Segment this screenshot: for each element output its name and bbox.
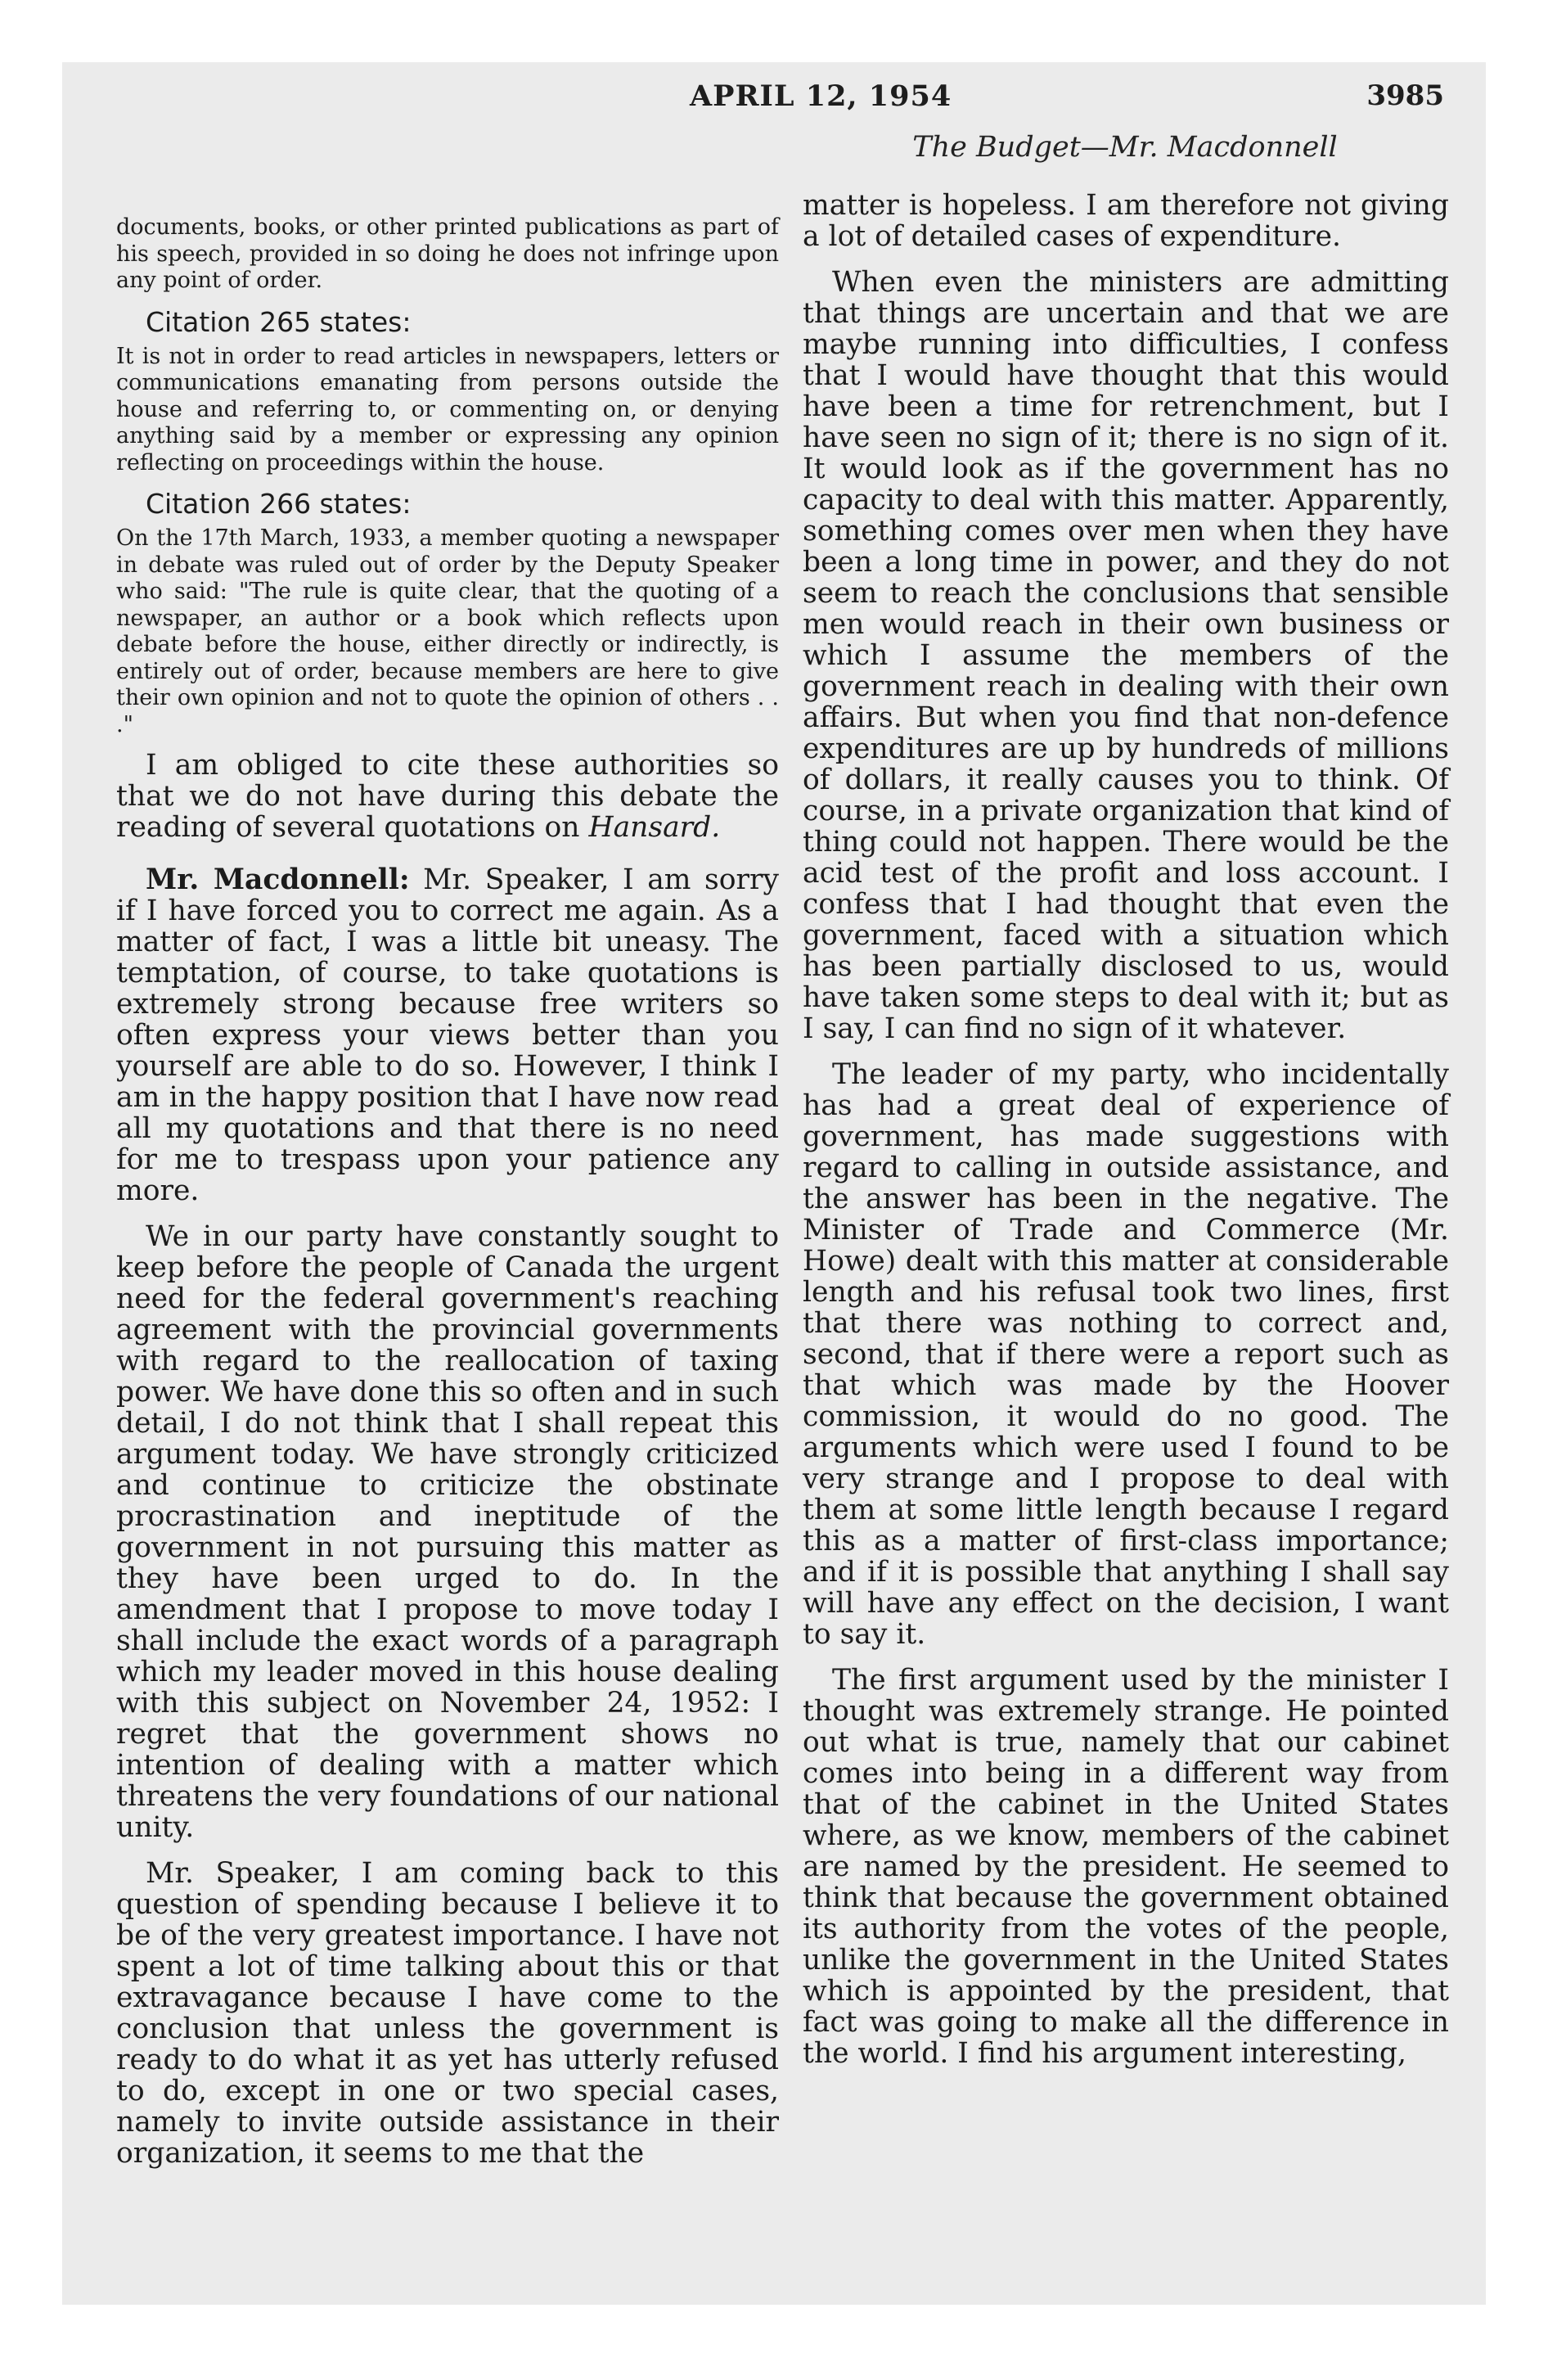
page-header (618, 79, 1444, 125)
speaker-name: Mr. Macdonnell: (146, 863, 410, 896)
citation-265-heading: Citation 265 states: (146, 305, 412, 338)
paragraph-macdonnell (116, 864, 779, 1206)
paragraph-macdonnell-text: Mr. Speaker, I am sorry if I have forced you to correct me again. As a matter of fact, I was a little bit uneasy. The temptation, of course, to take quotations is extremely strong because free writers so often express your views better than you yourself are able to do so. However, I think I am in the happy position that I have now read all my quotations and that there is no need for me to trespass upon your patience any more. (116, 863, 779, 1207)
hansard-italic: Hansard. (588, 811, 721, 844)
citation-265-quote: It is not in order to read articles in newspapers, letters or communications emanating from persons outside the house and referring to, or commenting on, or denying anything said by a member or expressing any opinion reflecting on proceedings within the house. (116, 343, 779, 476)
paragraph-retrenchment: When even the ministers are admitting that things are uncertain and that we are maybe running into difficulties, I confess that I would have thought that this would have been a time for retrenchment, but I have seen no sign of it; there is no sign of it. It would look as if the government has no capacity to deal with this matter. Apparently, something comes over men when they have been a long time in power, and they do not seem to reach the conclusions that sensible men would reach in their own business or which I assume the members of the government reach in dealing with their own affairs. But when you find that non-defence expenditures are up by hundreds of millions of dollars, it really causes you to think. Of course, in a private organization that kind of thing could not happen. There would be the acid test of the profit and loss account. I confess that I had thought that even the government, faced with a situation which has been partially disclosed to us, would have taken some steps to deal with it; but as I say, I can find no sign of it whatever. (803, 266, 1449, 1045)
running-subtitle: The Budget—Mr. Macdonnell (912, 131, 1338, 164)
paragraph-hopeless: matter is hopeless. I am therefore not giving a lot of detailed cases of expenditure. (803, 189, 1449, 253)
citation-266-quote: On the 17th March, 1933, a member quoting a newspaper in debate was ruled out of order by the Deputy Speaker who said: "The rule is quite clear, that the quoting of a newspaper, an author or a book which reflects upon debate before the house, either directly or indirectly, is entirely out of order, because members are here to give their own opinion and not to quote the opinion of others . . ." (116, 525, 779, 737)
paragraph-spending: Mr. Speaker, I am coming back to this question of spending because I believe it to be of the very greatest importance. I have not spent a lot of time talking about this or that extravagance because I have come to the conclusion that unless the government is ready to do what it as yet has utterly refused to do, except in one or two special cases, namely to invite outside assistance in their organization, it seems to me that the (116, 1857, 779, 2170)
paragraph-authorities-text: I am obliged to cite these authorities so that we do not have during this debate the reading of several quotations on (116, 749, 779, 844)
header-date: APRIL 12, 1954 (690, 79, 952, 113)
left-column (116, 214, 779, 2184)
page-number: 3985 (1366, 79, 1444, 112)
quote-continuation: documents, books, or other printed publications as part of his speech, provided in so doing he does not infringe upon any point of order. (116, 214, 779, 293)
paragraph-taxing-power: We in our party have constantly sought to keep before the people of Canada the urgent need for the federal government's reaching agreement with the provincial governments with regard to the reallocation of taxing power. We have done this so often and in such detail, I do not think that I shall repeat this argument today. We have strongly criticized and continue to criticize the obstinate procrastination and ineptitude of the government in not pursuing this matter as they have been urged to do. In the amendment that I propose to move today I shall include the exact words of a paragraph which my leader moved in this house dealing with this subject on November 24, 1952: I regret that the government shows no intention of dealing with a matter which threatens the very foundations of our national unity. (116, 1220, 779, 1844)
paragraph-outside-assistance: The leader of my party, who incidentally has had a great deal of experience of government, has made suggestions with regard to calling in outside assistance, and the answer has been in the negative. The Minister of Trade and Commerce (Mr. Howe) dealt with this matter at considerable length and his refusal took two lines, first that there was nothing to correct and, second, that if there were a report such as that which was made by the Hoover commission, it would do no good. The arguments which were used I found to be very strange and I propose to deal with them at some little length because I regard this as a matter of first-class importance; and if it is possible that anything I shall say will have any effect on the decision, I want to say it. (803, 1058, 1449, 1651)
right-column (803, 170, 1449, 2084)
paragraph-authorities (116, 750, 779, 843)
citation-266-heading: Citation 266 states: (146, 488, 412, 520)
paragraph-first-argument: The first argument used by the minister I thought was extremely strange. He pointed out what is true, namely that our cabinet comes into being in a different way from that of the cabinet in the United States where, as we know, members of the cabinet are named by the president. He seemed to think that because the government obtained its authority from the votes of the people, unlike the government in the United States which is appointed by the president, that fact was going to make all the difference in the world. I find his argument interesting, (803, 1664, 1449, 2070)
